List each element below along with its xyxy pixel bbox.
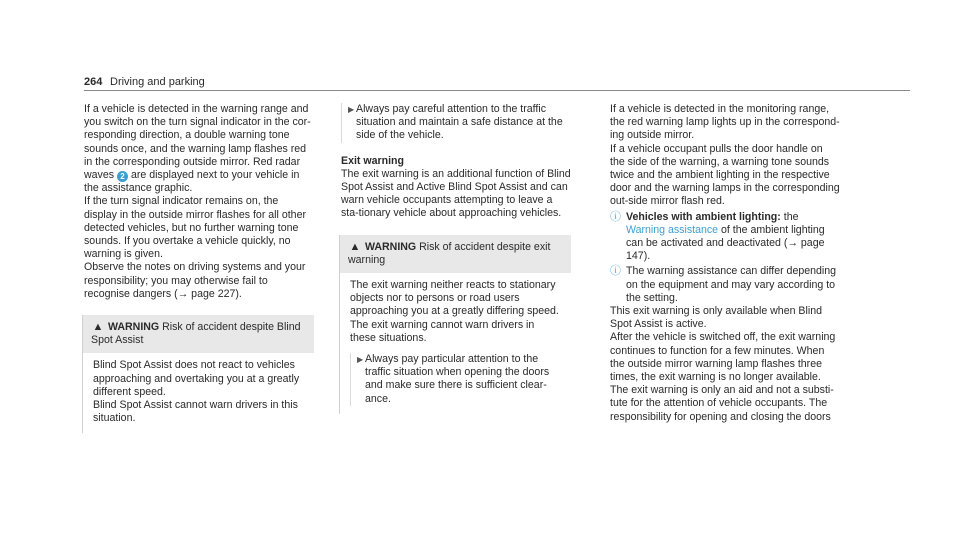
text: are displayed next to your vehicle in the assistance graphic. (84, 169, 300, 195)
warning-body (83, 353, 314, 433)
warning-triangle-icon: ▲ (92, 321, 104, 334)
info-icon: ⓘ (610, 265, 621, 278)
warning-header (83, 315, 314, 353)
warning-box (82, 315, 314, 433)
paragraph: If a vehicle occupant pulls the door handle on the side of the warning, a warning tone sounds twice and the ambient lighting in the respective door and the warning lamps in the corresponding out-side mirror flash red. (610, 142, 840, 208)
page-reference-link[interactable]: → page 147 (626, 237, 825, 263)
action-text: Always pay particular attention to the traffic situation when opening the doors and make sure there is sufficient clear-ance. (365, 353, 550, 405)
warning-label: WARNING (107, 321, 160, 334)
text: of the ambient lighting can be activated and deactivated ( (626, 223, 825, 250)
info-note (610, 265, 840, 305)
page-header (84, 72, 910, 92)
paragraph: If a vehicle is detected in the monitoring range, the red warning lamp lights up in the correspond-ing outside mirror. (610, 103, 840, 142)
warning-header (340, 235, 571, 273)
section-title: Driving and parking (110, 76, 205, 88)
action-step (350, 353, 563, 406)
column-3 (610, 103, 840, 424)
warning-text: Blind Spot Assist cannot warn drivers in this situation. (93, 399, 298, 425)
header-rule (84, 90, 910, 91)
action-step (341, 103, 571, 143)
page-reference-link[interactable]: → page 227 (177, 287, 236, 300)
callout-number: 2 (117, 171, 128, 182)
info-note (610, 211, 840, 264)
action-text: Always pay careful attention to the traffic situation and maintain a safe distance at the side of the vehicle. (356, 103, 563, 142)
paragraph (84, 261, 314, 301)
warning-label: WARNING (364, 240, 417, 253)
paragraph: The exit warning is only an aid and not a substi-tute for the attention of vehicle occupants. The responsibility for opening and closing the doors (610, 384, 834, 423)
warning-box (339, 235, 571, 414)
action-arrow-icon: ▶ (357, 355, 364, 365)
info-bold-label: Vehicles with ambient lighting: (626, 210, 781, 223)
paragraph: If the turn signal indicator remains on, the display in the outside mirror flashes for all other detected vehicles, but no further warning tone sounds. If you overtake a vehicle quickly, no warning is given. (84, 195, 306, 261)
warning-text: The exit warning cannot warn drivers in these situations. (350, 318, 535, 344)
column-1 (84, 103, 314, 433)
section-heading: Exit warning (341, 154, 404, 167)
warning-title: Risk of accident despite Blind Spot Assist (91, 321, 301, 347)
text: If a vehicle is detected in the warning range and you switch on the turn signal indicator in the cor-responding direction, a double warning tone sounds once, and the warning lamp flashes red in the corresponding outside mirror. Red radar waves (84, 103, 311, 182)
paragraph (84, 103, 314, 195)
warning-assistance-link[interactable]: Warning assistance (626, 223, 719, 236)
text: ). (643, 250, 651, 263)
warning-text: Blind Spot Assist does not react to vehicles approaching and overtaking you at a greatly different speed. (93, 359, 300, 398)
text: Observe the notes on driving systems and your responsibility; you may otherwise fail to recognise dangers ( (84, 261, 306, 300)
warning-title: Risk of accident despite exit warning (348, 240, 551, 266)
column-2 (341, 103, 571, 414)
paragraph: After the vehicle is switched off, the exit warning continues to function for a few minutes. When the outside mirror warning lamp flashes three times, the exit warning is no longer available. (610, 331, 836, 384)
info-icon: ⓘ (610, 210, 621, 223)
warning-body (340, 273, 571, 414)
action-arrow-icon: ▶ (348, 105, 355, 114)
page-number: 264 (84, 76, 103, 88)
info-text: The warning assistance can differ depending on the equipment and may vary according to the setting. (626, 265, 837, 304)
text: the (783, 210, 799, 223)
warning-text: The exit warning neither reacts to stationary objects nor to persons or road users approaching you at a greatly differing speed. (350, 279, 559, 318)
text: ). (235, 287, 242, 300)
paragraph: The exit warning is an additional function of Blind Spot Assist and Active Blind Spot Assist and can warn vehicle occupants attempting to leave a sta-tionary vehicle about approaching vehicles. (341, 167, 571, 220)
paragraph: This exit warning is only available when Blind Spot Assist is active. (610, 305, 822, 331)
warning-triangle-icon: ▲ (349, 240, 361, 253)
